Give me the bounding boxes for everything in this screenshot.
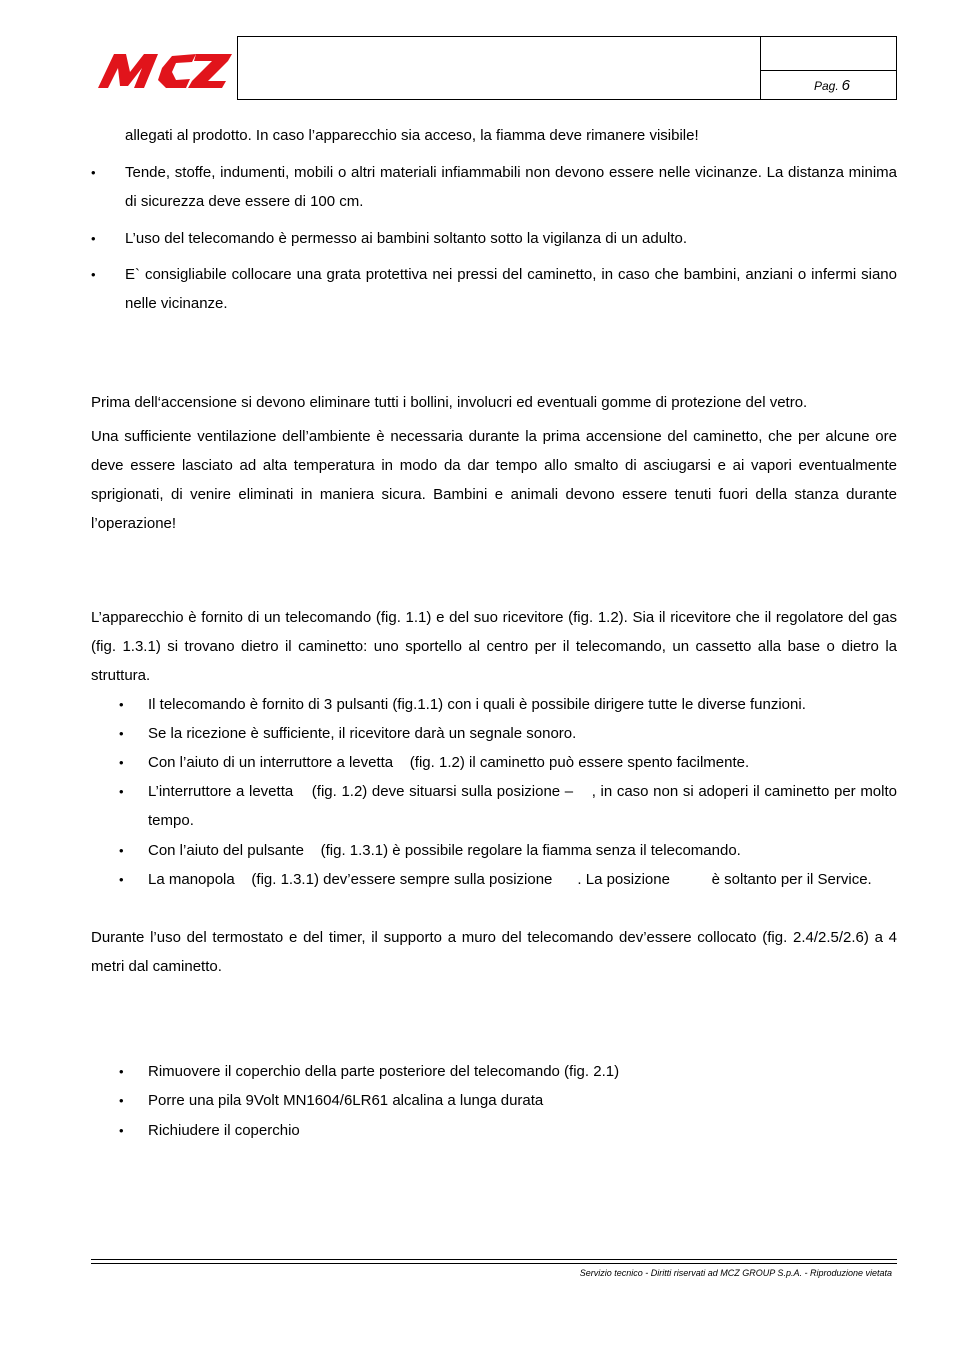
bullet: • — [119, 784, 124, 799]
bullet: • — [119, 697, 124, 712]
remote-bullet-2: Se la ricezione è sufficiente, il ricevitore darà un segnale sonoro. — [148, 725, 577, 742]
header-box — [237, 36, 897, 100]
safety-bullet-1: Tende, stoffe, indumenti, mobili o altri materiali infiammabili non devono essere nelle vicinanze. La distanza minima di sicurezza deve essere di 100 cm. — [125, 164, 897, 210]
safety-bullet-2: L’uso del telecomando è permesso ai bambini soltanto sotto la vigilanza di un adulto. — [125, 230, 688, 247]
mcz-logo — [92, 48, 234, 92]
footer-rule — [91, 1263, 897, 1264]
battery-bullet-2: Porre una pila 9Volt MN1604/6LR61 alcalina a lunga durata — [148, 1092, 544, 1109]
bullet: • — [91, 267, 96, 282]
footer-rule — [91, 1259, 897, 1260]
remote-bullet-1: Il telecomando è fornito di 3 pulsanti (fig.1.1) con i quali è possibile dirigere tutte le diverse funzioni. — [148, 696, 806, 713]
safety-bullet-3: E` consigliabile collocare una grata protettiva nei pressi del caminetto, in caso che bambini, anziani o infermi siano nelle vicinanze. — [125, 266, 897, 312]
remote-bullet-3: Con l’aiuto di un interruttore a levetta (fig. 1.2) il caminetto può essere spento facilmente. — [148, 754, 750, 771]
continuation-text: allegati al prodotto. In caso l’apparecchio sia acceso, la fiamma deve rimanere visibile! — [125, 127, 699, 144]
header-empty-cell — [761, 37, 896, 71]
remote-bullet-5: Con l’aiuto del pulsante (fig. 1.3.1) è possibile regolare la fiamma senza il telecomando. — [148, 842, 741, 859]
remote-bullet-4: L’interruttore a levetta (fig. 1.2) deve situarsi sulla posizione – , in caso non si adoperi il caminetto per molto tempo. — [148, 783, 902, 829]
page-number — [814, 77, 850, 94]
remote-bullet-6: La manopola (fig. 1.3.1) dev’essere sempre sulla posizione . La posizione è soltanto per il Service. — [148, 871, 872, 888]
first-use-paragraph-1: Prima dell‘accensione si devono eliminare tutti i bollini, involucri ed eventuali gomme di protezione del vetro. — [91, 394, 808, 411]
bullet: • — [119, 726, 124, 741]
thermostat-paragraph: Durante l’uso del termostato e del timer, il supporto a muro del telecomando dev’essere collocato (fig. 2.4/2.5/2.6) a 4 metri dal caminetto. — [91, 929, 897, 975]
bullet: • — [119, 755, 124, 770]
bullet: • — [119, 843, 124, 858]
first-use-paragraph-2: Una sufficiente ventilazione dell’ambiente è necessaria durante la prima accensione del caminetto, che per alcune ore deve essere lasciato ad alta temperatura in modo da dar tempo allo smalto di asciugarsi e ai vapori eventualmente sprigionati, di venire eliminati in maniera sicura. Bambini e animali devono essere tenuti fuori della stanza durante l’operazione! — [91, 428, 897, 532]
bullet: • — [119, 1123, 124, 1138]
bullet: • — [119, 1064, 124, 1079]
page-label: Pag. — [813, 79, 839, 93]
remote-intro-paragraph: L’apparecchio è fornito di un telecomando (fig. 1.1) e del suo ricevitore (fig. 1.2). Sia il ricevitore che il regolatore del gas (fig. 1.3.1) si trovano dietro il caminetto: uno sportello al centro per il telecomando, un cassetto alla base o dietro la struttura. — [91, 609, 897, 684]
page-number-value: 6 — [841, 77, 850, 94]
footer-text: Servizio tecnico - Diritti riservati ad MCZ GROUP S.p.A. - Riproduzione vietata — [579, 1268, 892, 1278]
bullet: • — [119, 872, 124, 887]
battery-bullet-3: Richiudere il coperchio — [148, 1122, 300, 1139]
bullet: • — [91, 165, 96, 180]
battery-bullet-1: Rimuovere il coperchio della parte posteriore del telecomando (fig. 2.1) — [148, 1063, 620, 1080]
bullet: • — [91, 231, 96, 246]
bullet: • — [119, 1093, 124, 1108]
